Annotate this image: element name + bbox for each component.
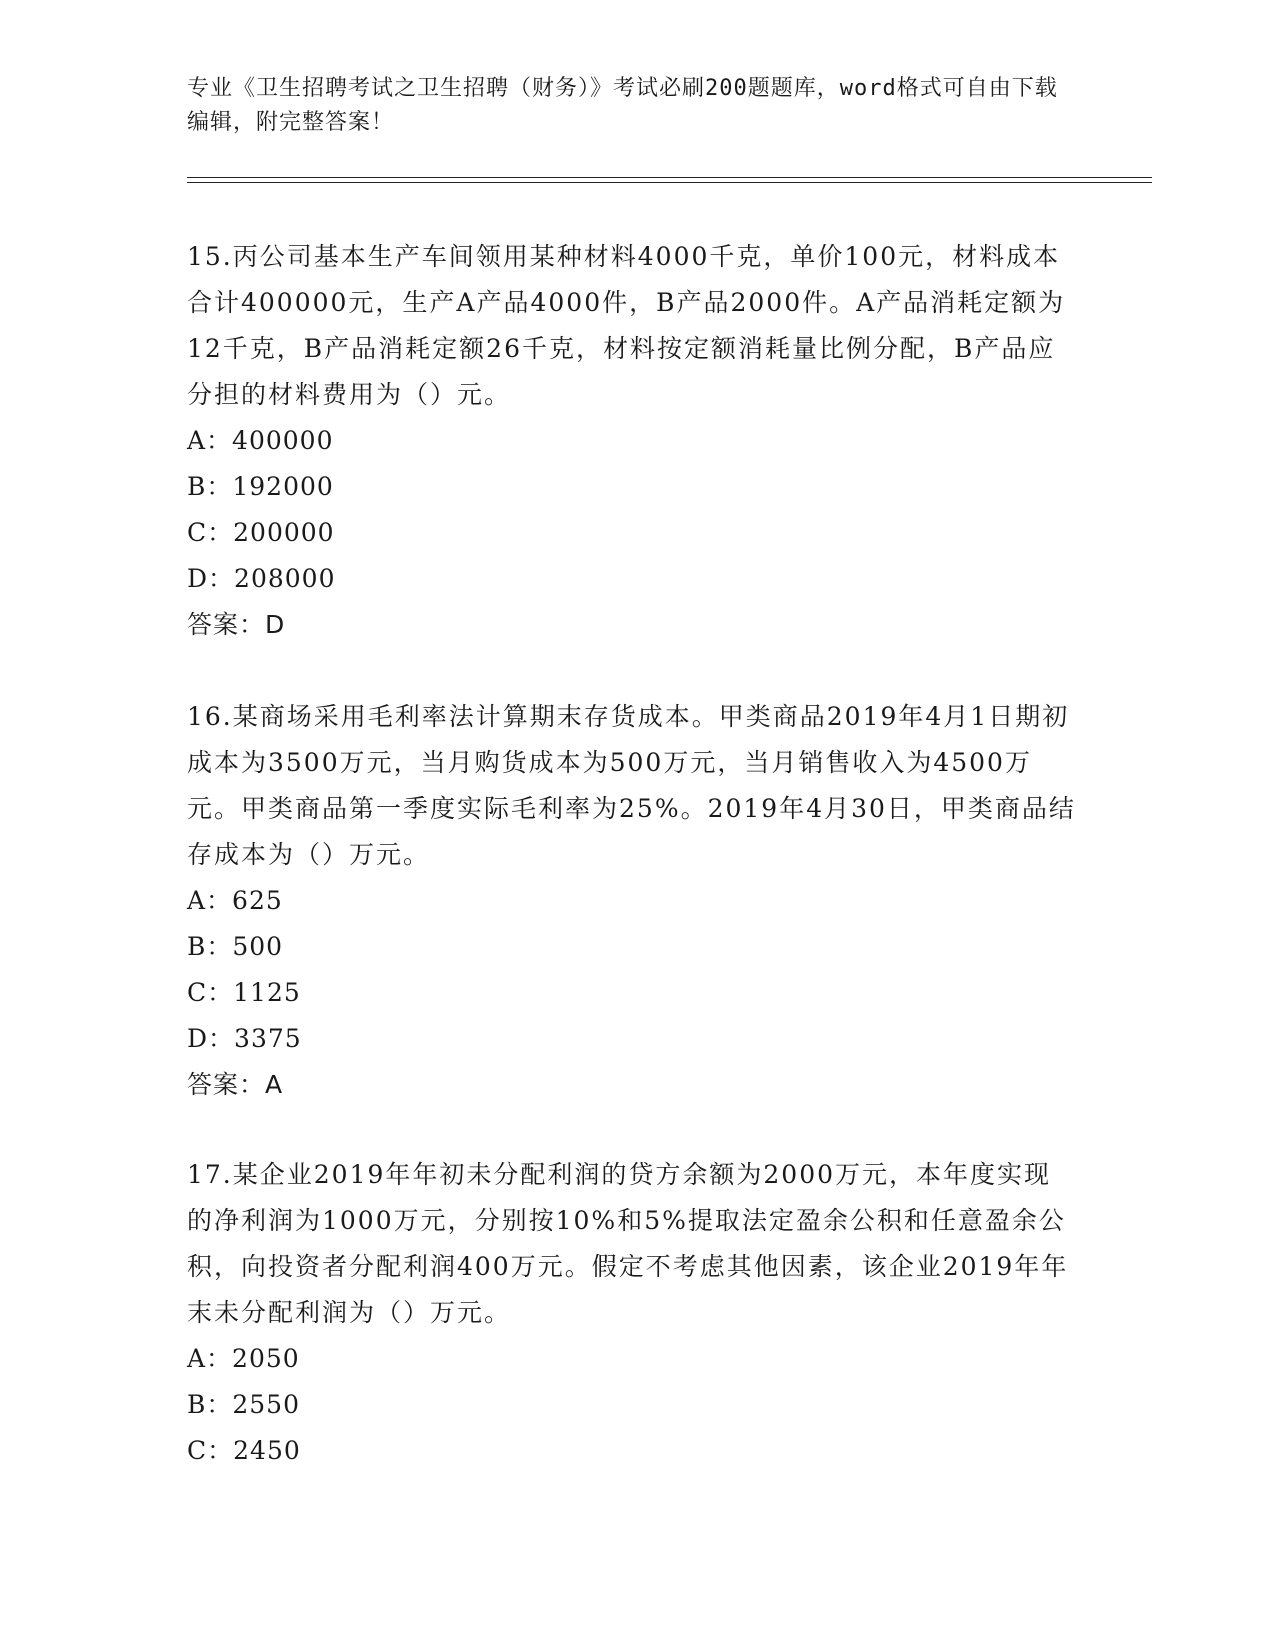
option-c: C：1125 xyxy=(187,978,301,1007)
header-divider-bottom xyxy=(187,182,1152,183)
option-a: A：625 xyxy=(187,886,283,915)
option-c: C：200000 xyxy=(187,518,335,547)
option-b: B：2550 xyxy=(187,1390,300,1419)
option-c: C：2450 xyxy=(187,1436,301,1465)
document-header: 专业《卫生招聘考试之卫生招聘（财务）》考试必刷200题题库，word格式可自由下载编辑，附完整答案！ xyxy=(187,76,1058,135)
option-b: B：500 xyxy=(187,932,284,961)
answer-line: 答案：A xyxy=(187,1070,284,1099)
question-15 xyxy=(187,234,1077,648)
option-a: A：400000 xyxy=(187,426,334,455)
option-a: A：2050 xyxy=(187,1344,300,1373)
answer-line: 答案：D xyxy=(187,610,286,639)
question-stem: 15.丙公司基本生产车间领用某种材料4000千克，单价100元，材料成本合计400000元，生产A产品4000件，B产品2000件。A产品消耗定额为12千克，B产品消耗定额26千克，材料按定额消耗量比例分配，B产品应分担的材料费用为（）元。 xyxy=(187,242,1066,409)
question-stem: 17.某企业2019年年初未分配利润的贷方余额为2000万元，本年度实现的净利润为1000万元，分别按10%和5%提取法定盈余公积和任意盈余公积，向投资者分配利润400万元。假定不考虑其他因素，该企业2019年年末未分配利润为（）万元。 xyxy=(187,1160,1069,1327)
option-d: D：3375 xyxy=(187,1024,302,1053)
question-17 xyxy=(187,1152,1077,1474)
header-divider-top xyxy=(187,177,1152,178)
option-d: D：208000 xyxy=(187,564,336,593)
question-stem: 16.某商场采用毛利率法计算期末存货成本。甲类商品2019年4月1日期初成本为3500万元，当月购货成本为500万元，当月销售收入为4500万元。甲类商品第一季度实际毛利率为25%。2019年4月30日，甲类商品结存成本为（）万元。 xyxy=(187,702,1076,869)
question-16 xyxy=(187,694,1077,1108)
option-b: B：192000 xyxy=(187,472,334,501)
